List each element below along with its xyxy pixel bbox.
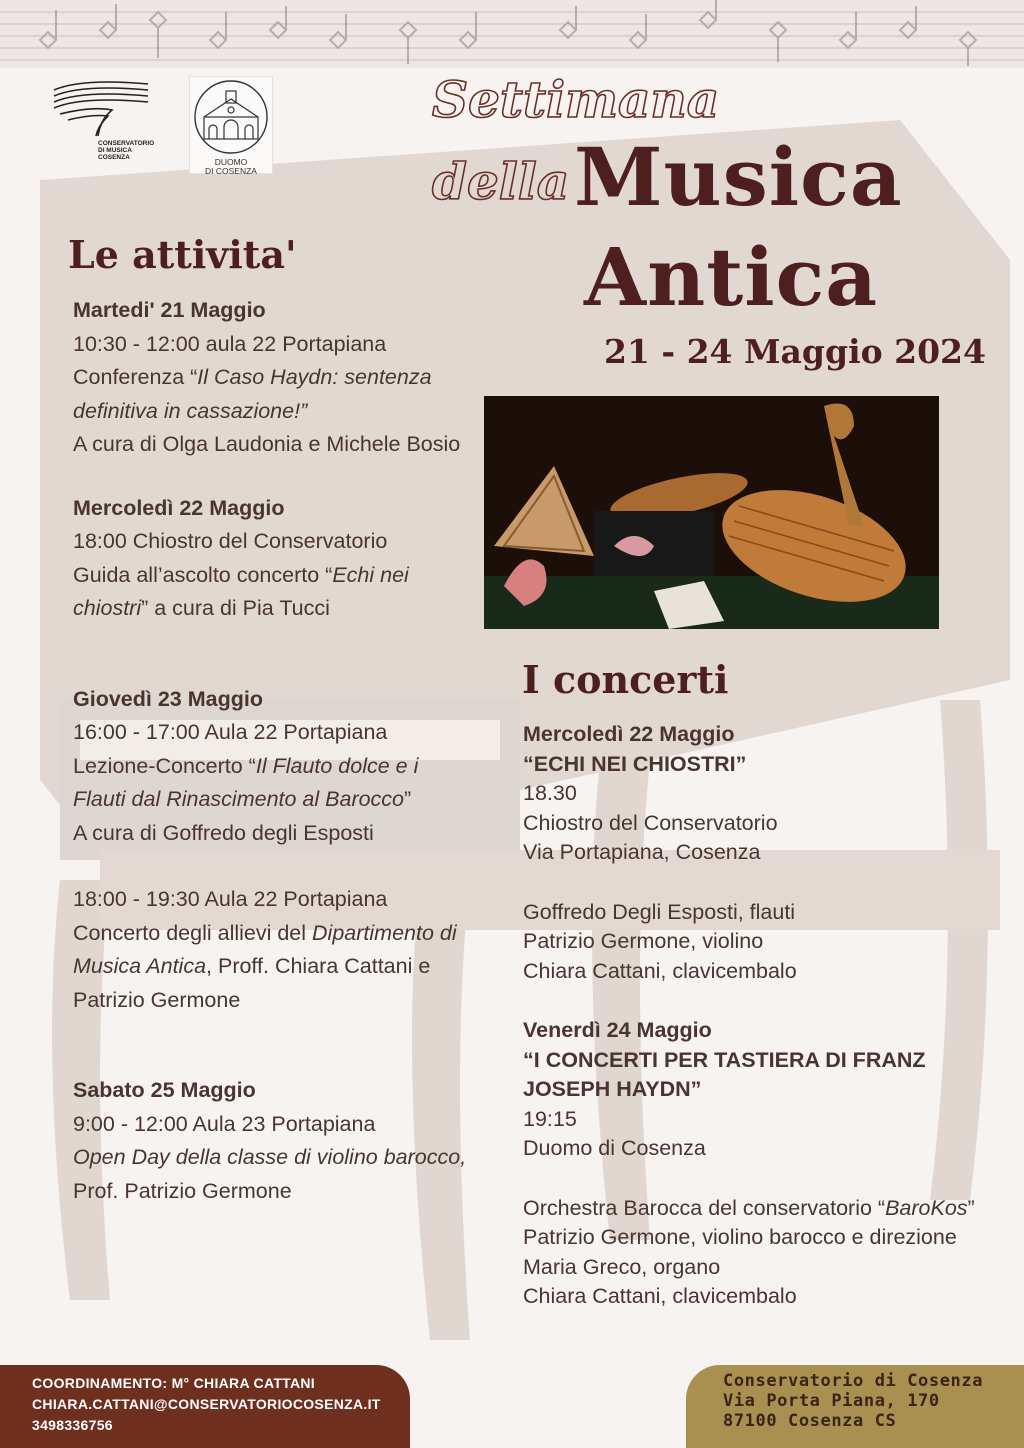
footer-coordination — [0, 1365, 410, 1448]
event-dates: 21 - 24 Maggio 2024 — [604, 332, 986, 371]
footer-city: 87100 Cosenza CS — [723, 1411, 897, 1431]
activity-desc: Conferenza “Il Caso Haydn: sentenza definitiva in cassazione!” — [73, 365, 432, 423]
activity-item — [73, 683, 473, 1018]
concert-performer: Patrizio Germone, violino barocco e direzione — [523, 1225, 957, 1250]
title-musica: Musica — [574, 130, 903, 224]
conservatorio-mark-icon — [52, 76, 152, 138]
activity-curator: A cura di Goffredo degli Esposti — [73, 820, 374, 845]
footer-address — [686, 1365, 1024, 1448]
concert-item — [523, 720, 1003, 986]
title-settimana: Settimana — [432, 70, 720, 129]
footer-venue-name: Conservatorio di Cosenza — [723, 1371, 984, 1391]
activity-item — [73, 492, 473, 626]
concert-title: “ECHI NEI CHIOSTRI” — [523, 751, 747, 776]
concerts-list — [523, 720, 1003, 1312]
concert-performer: Chiara Cattani, clavicembalo — [523, 958, 797, 983]
activity-time: 10:30 - 12:00 aula 22 Portapiana — [73, 331, 387, 356]
activity-day: Giovedì 23 Maggio — [73, 686, 263, 711]
footer-email[interactable]: CHIARA.CATTANI@CONSERVATORIOCOSENZA.IT — [32, 1396, 381, 1412]
activity-desc: Lezione-Concerto “Il Flauto dolce e i Flauti dal Rinascimento al Barocco” — [73, 753, 419, 811]
activity-item — [73, 1074, 473, 1208]
concerts-heading: I concerti — [522, 657, 729, 702]
music-staff-header — [0, 0, 1024, 68]
duomo-logo — [189, 76, 273, 174]
concert-performer: Chiara Cattani, clavicembalo — [523, 1284, 797, 1309]
footer-coordinator: COORDINAMENTO: M° CHIARA CATTANI — [32, 1375, 315, 1391]
duomo-logo-caption: DUOMO DI COSENZA — [205, 157, 257, 176]
instruments-image — [484, 396, 939, 629]
concert-performer: Goffredo Degli Esposti, flauti — [523, 899, 796, 924]
footer-phone[interactable]: 3498336756 — [32, 1417, 113, 1433]
conservatorio-logo — [52, 76, 155, 166]
activity-item — [73, 294, 473, 462]
title-della: della — [432, 152, 570, 211]
conservatorio-logo-caption: CONSERVATORIO DI MUSICA COSENZA — [98, 140, 155, 161]
activity-time: 18:00 Chiostro del Conservatorio — [73, 529, 388, 553]
activity-day: Mercoledì 22 Maggio — [73, 495, 285, 520]
concert-time: 18.30 — [523, 781, 577, 806]
still-life-painting — [484, 396, 939, 629]
cathedral-icon — [190, 77, 272, 157]
activity-desc: Open Day della classe di violino barocco, Prof. Patrizio Germone — [73, 1145, 467, 1203]
concert-day: Mercoledì 22 Maggio — [523, 722, 735, 746]
activities-heading: Le attivita' — [68, 232, 297, 277]
concert-title: “I CONCERTI PER TASTIERA DI FRANZ JOSEPH HAYDN” — [523, 1047, 926, 1102]
concert-item — [523, 1016, 1003, 1312]
concert-ensemble: Orchestra Barocca del conservatorio “BaroKos” — [523, 1195, 975, 1220]
activity-curator: A cura di Olga Laudonia e Michele Bosio — [73, 432, 461, 456]
title-antica: Antica — [584, 230, 879, 324]
concert-place: Via Portapiana, Cosenza — [523, 840, 761, 865]
activity-time: 9:00 - 12:00 Aula 23 Portapiana — [73, 1111, 376, 1136]
activity-time: 18:00 - 19:30 Aula 22 Portapiana — [73, 887, 388, 911]
concert-time: 19:15 — [523, 1106, 577, 1131]
activity-day: Sabato 25 Maggio — [73, 1078, 256, 1102]
concert-place: Chiostro del Conservatorio — [523, 810, 778, 835]
activity-desc: Concerto degli allievi del Dipartimento di Musica Antica, Proff. Chiara Cattani e Patrizio Germone — [73, 920, 457, 1012]
activity-desc: Guida all’ascolto concerto “Echi nei chiostri” a cura di Pia Tucci — [73, 562, 409, 620]
concert-performer: Patrizio Germone, violino — [523, 929, 764, 954]
activities-list — [73, 294, 473, 1208]
footer-street: Via Porta Piana, 170 — [723, 1391, 940, 1411]
concert-place: Duomo di Cosenza — [523, 1136, 706, 1161]
concert-day: Venerdì 24 Maggio — [523, 1017, 712, 1042]
activity-day: Martedi' 21 Maggio — [73, 298, 266, 322]
concert-performer: Maria Greco, organo — [523, 1254, 721, 1279]
activity-time: 16:00 - 17:00 Aula 22 Portapiana — [73, 720, 388, 744]
